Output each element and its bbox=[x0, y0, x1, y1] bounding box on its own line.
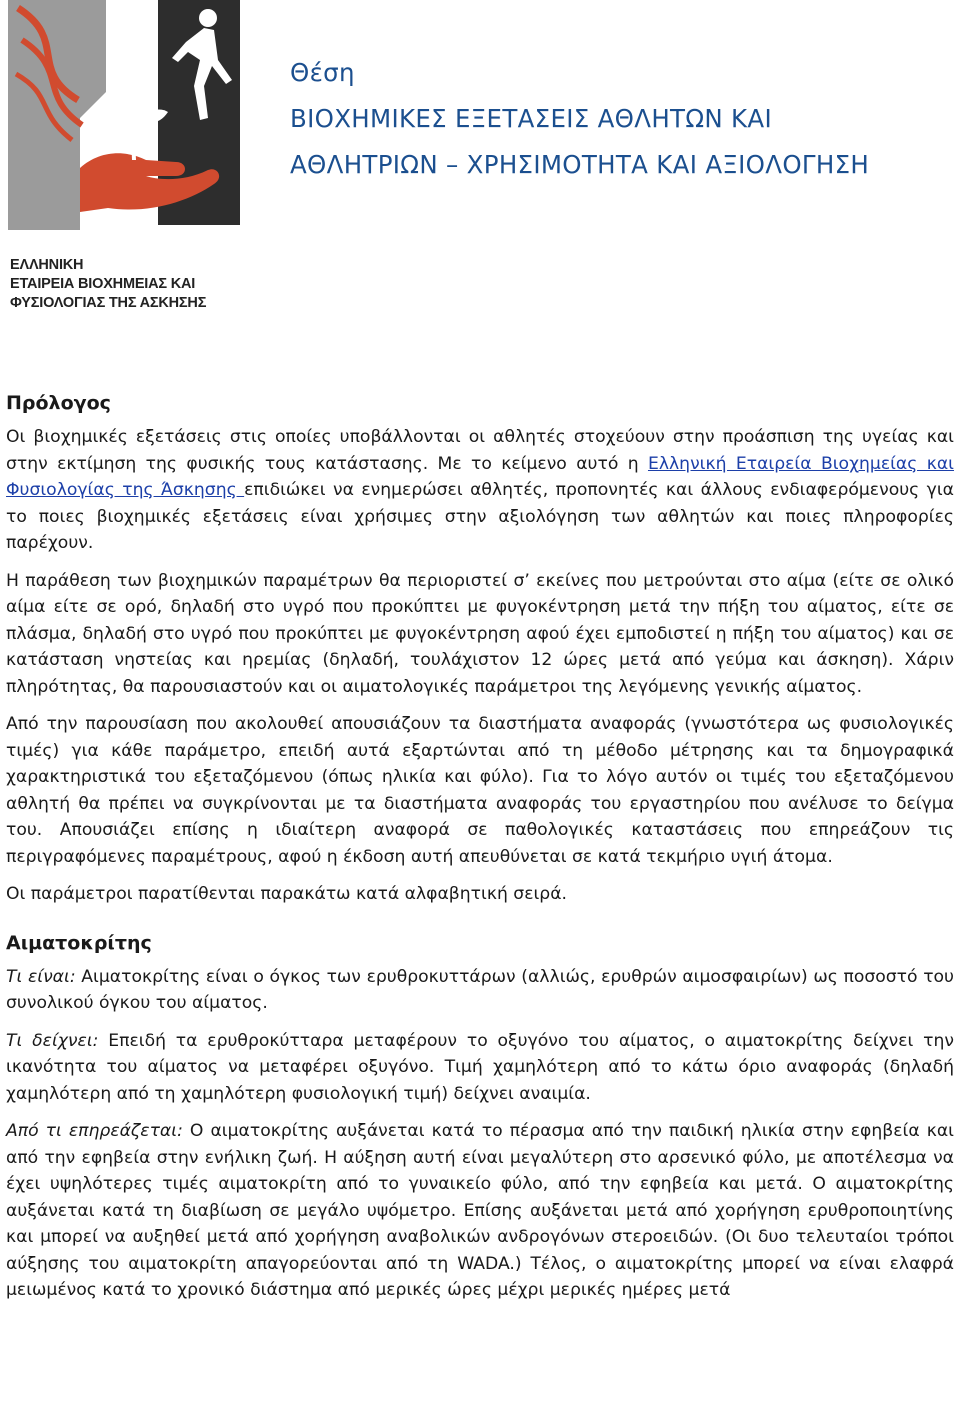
organization-name-line: ΦΥΣΙΟΛΟΓΙΑΣ ΤΗΣ ΑΣΚΗΣΗΣ bbox=[10, 295, 207, 311]
organization-name bbox=[10, 256, 206, 313]
organization-name-line: ΕΤΑΙΡΕΙΑ ΒΙΟΧΗΜΕΙΑΣ ΚΑΙ bbox=[10, 276, 196, 292]
society-logo bbox=[8, 0, 240, 230]
title-line-position: Θέση bbox=[290, 58, 355, 87]
shows-label: Τι δείχνει: bbox=[6, 1030, 99, 1051]
paragraph-text: Επειδή τα ερυθροκύτταρα μεταφέρουν το οξυγόνο του αίματος, ο αιματοκρίτης δείχνει την ικανότητα του αίματος να μεταφέρει οξυγόνο. Τιμή χαμηλότερη από το κάτω όριο αναφοράς (δηλαδή χαμηλότερη από τη χαμηλότερη φυσιολογική τιμή) δείχνει αναιμία. bbox=[6, 1030, 954, 1104]
paragraph-text: Οι βιοχημικές εξετάσεις στις οποίες υποβάλλονται οι αθλητές στοχεύουν στην προάσπιση της υγείας και στην εκτίμηση της φυσικής τους κατάστασης. Με το κείμενο αυτό η bbox=[6, 427, 954, 474]
what-label: Τι είναι: bbox=[6, 966, 76, 987]
title-line-main-1: ΒΙΟΧΗΜΙΚΕΣ ΕΞΕΤΑΣΕΙΣ ΑΘΛΗΤΩΝ ΚΑΙ bbox=[290, 104, 773, 133]
organization-name-line: ΕΛΛΗΝΙΚΗ bbox=[10, 257, 84, 273]
prologue-paragraph-4: Οι παράμετροι παρατίθενται παρακάτω κατά αλφαβητική σειρά. bbox=[6, 884, 568, 904]
paragraph-text: Αιματοκρίτης είναι ο όγκος των ερυθροκυττάρων (αλλιώς, ερυθρών αιμοσφαιρίων) ως ποσοστό του συνολικού όγκου του αίματος. bbox=[6, 966, 955, 1013]
document-body bbox=[6, 388, 954, 1315]
prologue-paragraph-1 bbox=[6, 424, 954, 557]
paragraph-text: Ο αιματοκρίτης αυξάνεται κατά το πέρασμα από την παιδική ηλικία στην εφηβεία και από την εφηβεία στην ενήλικη ζωή. Η αύξηση αυτή είναι μεγαλύτερη στο αρσενικό φύλο, με αποτέλεσμα να έχει υψηλότερες τιμές αιματοκρίτη από το γυναικείο φύλο, από την εφηβεία και μετά. Ο αιματοκρίτης αυξάνεται κατά τη διαβίωση σε μεγάλο υψόμετρο. Επίσης αυξάνεται μετά από χορήγηση ερυθροποιητίνης και μπορεί να αυξηθεί μετά από χορήγηση αναβολικών ανδρογόνων στεροειδών. (Οι δυο τελευταίοι τρόποι αύξησης του αιματοκρίτη απαγορεύονται από τη WADA.) Τέλος, ο αιματοκρίτης μπορεί να είναι ελαφρά μειωμένος κατά το χρονικό διάστημα από μερικές ώρες μέχρι μερικές ημέρες μετά bbox=[6, 1121, 954, 1300]
title-line-main-2: ΑΘΛΗΤΡΙΩΝ – ΧΡΗΣΙΜΟΤΗΤΑ ΚΑΙ ΑΞΙΟΛΟΓΗΣΗ bbox=[290, 150, 870, 179]
section-heading-hematocrit: Αιματοκρίτης bbox=[6, 931, 152, 954]
hematocrit-shows-paragraph bbox=[6, 1028, 954, 1108]
prologue-paragraph-2: Η παράθεση των βιοχημικών παραμέτρων θα περιοριστεί σ’ εκείνες που μετρούνται στο αίμα (είτε σε ολικό αίμα είτε σε ορό, δηλαδή στο υγρό που προκύπτει με φυγοκέντρηση μετά την πήξη του αίματος, είτε σε πλάσμα, δηλαδή στο υγρό που προκύπτει με φυγοκέντρηση αφού έχει εμποδιστεί η πήξη του αίματος) και σε κατάσταση νηστείας και ηρεμίας (δηλαδή, τουλάχιστον 12 ώρες μετά από γεύμα και άσκηση). Χάριν πληρότητας, θα παρουσιαστούν και οι αιματολογικές παράμετροι της λεγόμενης γενικής αίματος. bbox=[6, 570, 954, 697]
hematocrit-what-paragraph bbox=[6, 964, 954, 1017]
paragraph-text: επιδιώκει να ενημερώσει αθλητές, προπονητές και άλλους ενδιαφερόμενους για το ποιες βιοχημικές εξετάσεις είναι χρήσιμες στην αξιολόγηση των αθλητών και ποιες πληροφορίες παρέχουν. bbox=[6, 480, 954, 553]
society-link[interactable]: Ελληνική Εταιρεία Βιοχημείας και Φυσιολογίας της Άσκησης bbox=[6, 453, 954, 500]
section-heading-prologue: Πρόλογος bbox=[6, 392, 111, 414]
prologue-paragraph-3: Από την παρουσίαση που ακολουθεί απουσιάζουν τα διαστήματα αναφοράς (γνωστότερα ως φυσιολογικές τιμές) για κάθε παράμετρο, επειδή αυτά εξαρτώνται από τη μέθοδο μέτρησης και τα δημογραφικά χαρακτηριστικά του εξεταζόμενου (όπως ηλικία και φύλο). Για το λόγο αυτόν οι τιμές του εξεταζόμενου αθλητή θα πρέπει να συγκρίνονται με τα διαστήματα αναφοράς του εργαστηρίου που ανέλυσε το δείγμα του. Απουσιάζει επίσης η ιδιαίτερη αναφορά σε παθολογικές καταστάσεις που επηρεάζουν τις περιγραφόμενες παραμέτρους, αφού η έκδοση αυτή απευθύνεται σε κατά τεκμήριο υγιή άτομα. bbox=[6, 714, 954, 867]
affects-label: Από τι επηρεάζεται: bbox=[6, 1121, 183, 1141]
document-title bbox=[290, 50, 869, 188]
hematocrit-affects-paragraph bbox=[6, 1118, 954, 1304]
